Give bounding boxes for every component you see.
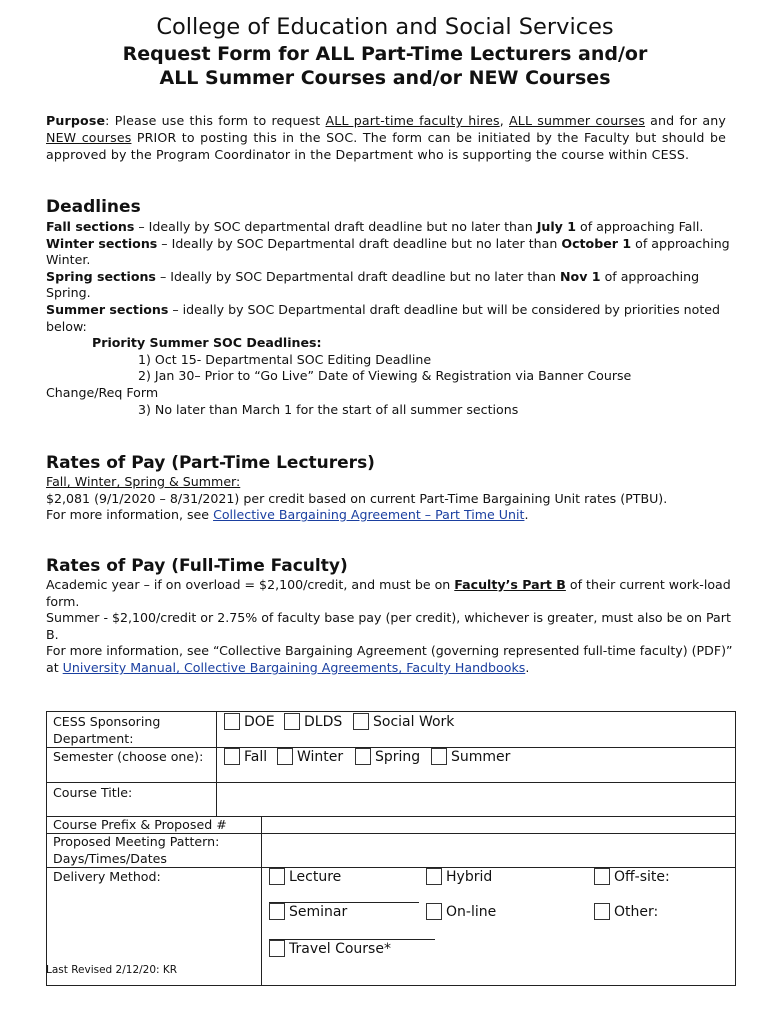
checkbox-social-work[interactable]	[353, 713, 369, 730]
acad-prefix: Academic year – if on overload = $2,100/credit, and must be on	[46, 577, 455, 592]
dept-option-doe[interactable]	[224, 713, 275, 730]
option-label: On-line	[446, 903, 497, 920]
option-label: Hybrid	[446, 868, 493, 885]
semester-label: Semester (choose one):	[53, 749, 204, 764]
delivery-option-lecture[interactable]	[269, 868, 341, 885]
checkbox-other[interactable]	[594, 903, 610, 920]
priority-item-3: 3) No later than March 1 for the start of all summer sections	[138, 401, 519, 417]
purpose-link-new: NEW courses	[46, 130, 132, 145]
course-title-input[interactable]	[218, 784, 733, 815]
delivery-option-online[interactable]	[426, 903, 496, 920]
delivery-option-seminar[interactable]	[269, 903, 347, 920]
semester-option-winter[interactable]	[277, 748, 343, 765]
semester-option-fall[interactable]	[224, 748, 267, 765]
row-divider	[47, 782, 735, 783]
delivery-option-other[interactable]	[594, 903, 658, 920]
winter-date: October 1	[561, 235, 632, 251]
dept-option-social-work[interactable]	[353, 713, 454, 730]
rates-pt-block	[46, 474, 736, 524]
checkbox-fall[interactable]	[224, 748, 240, 765]
university-manual-link[interactable]: University Manual, Collective Bargaining Agreements, Faculty Handbooks	[62, 659, 526, 675]
priority-item-2-cont: Change/Req Form	[46, 384, 159, 400]
delivery-option-off-site[interactable]	[594, 868, 670, 885]
semester-option-spring[interactable]	[355, 748, 420, 765]
course-request-table	[46, 711, 736, 986]
option-label: Spring	[375, 748, 421, 765]
option-label: Off-site:	[614, 868, 670, 885]
rates-ft-more	[46, 643, 736, 676]
rates-pt-more-prefix: For more information, see	[46, 507, 214, 523]
winter-tail: of approaching Winter.	[46, 235, 730, 268]
rates-ft-more-prefix: For more information, see “Collective Bargaining Agreement (governing represented full-time faculty) (PDF)” at	[46, 643, 733, 675]
deadline-summer	[46, 302, 736, 335]
purpose-text-2: and for any	[645, 113, 726, 128]
summer-text: – ideally by SOC Departmental draft deadline but will be considered by priorities noted below:	[46, 301, 721, 334]
dept-option-dlds[interactable]	[284, 713, 342, 730]
course-prefix-label: Course Prefix & Proposed #	[53, 817, 227, 832]
rates-pt-more-suffix: .	[524, 507, 529, 523]
rates-pt-rate: $2,081 (9/1/2020 – 8/31/2021) per credit based on current Part-Time Bargaining Unit rates (PTBU).	[46, 490, 668, 506]
form-title-line-2: ALL Summer Courses and/or NEW Courses	[159, 67, 611, 89]
meeting-pattern-label: Proposed Meeting Pattern: Days/Times/Dates	[53, 834, 220, 866]
priority-heading: Priority Summer SOC Deadlines:	[92, 335, 322, 351]
delivery-method-label: Delivery Method:	[53, 869, 161, 884]
summer-label: Summer sections	[46, 301, 169, 317]
checkbox-hybrid[interactable]	[426, 868, 442, 885]
deadlines-heading: Deadlines	[46, 197, 141, 217]
checkbox-spring[interactable]	[355, 748, 371, 765]
option-label: DOE	[244, 713, 275, 730]
option-label: Travel Course*	[289, 940, 391, 957]
rates-pt-heading: Rates of Pay (Part-Time Lecturers)	[46, 453, 375, 473]
purpose-paragraph	[46, 112, 726, 163]
footer-revised: Last Revised 2/12/20: KR	[46, 964, 178, 976]
priority-item-2: 2) Jan 30– Prior to “Go Live” Date of Viewing & Registration via Banner Course	[138, 368, 632, 384]
delivery-option-travel[interactable]	[269, 940, 391, 957]
winter-label: Winter sections	[46, 235, 158, 251]
winter-text: – Ideally by SOC Departmental draft deadline but no later than	[157, 235, 562, 251]
col-divider	[261, 816, 262, 986]
fall-text: – Ideally by SOC departmental draft deadline but no later than	[134, 219, 537, 234]
checkbox-online[interactable]	[426, 903, 442, 920]
deadline-spring	[46, 269, 736, 302]
checkbox-off-site[interactable]	[594, 868, 610, 885]
purpose-link-part-time: ALL part-time faculty hires	[325, 113, 500, 128]
spring-label: Spring sections	[46, 268, 156, 284]
purpose-text-3: PRIOR to posting this in the SOC. The form can be initiated by the Faculty but should be approved by the Program Coordinator in the Department who is supporting the course within CESS.	[46, 130, 726, 162]
purpose-label: Purpose	[46, 113, 106, 128]
course-prefix-input[interactable]	[263, 817, 733, 832]
priority-item-1: 1) Oct 15- Departmental SOC Editing Deadline	[138, 351, 432, 367]
checkbox-winter[interactable]	[277, 748, 293, 765]
checkbox-travel-course[interactable]	[269, 940, 285, 957]
rates-ft-more-suffix: .	[525, 659, 530, 675]
deadline-winter	[46, 236, 736, 269]
acad-suffix: of their current work-load form.	[46, 577, 731, 609]
checkbox-doe[interactable]	[224, 713, 240, 730]
purpose-link-summer: ALL summer courses	[509, 113, 646, 128]
option-label: Lecture	[289, 868, 342, 885]
checkbox-dlds[interactable]	[284, 713, 300, 730]
delivery-option-hybrid[interactable]	[426, 868, 492, 885]
cba-part-time-link[interactable]: Collective Bargaining Agreement – Part Time Unit	[213, 507, 525, 523]
spring-date: Nov 1	[560, 268, 601, 284]
meeting-pattern-input[interactable]	[263, 834, 733, 866]
fall-label: Fall sections	[46, 219, 135, 234]
deadline-fall	[46, 219, 736, 236]
fall-date: July 1	[536, 219, 577, 234]
course-title-label: Course Title:	[53, 785, 133, 800]
page-title: College of Education and Social Services	[156, 14, 614, 40]
purpose-text-1: : Please use this form to request	[105, 113, 326, 128]
rates-pt-more	[46, 507, 736, 524]
rates-ft-block	[46, 577, 736, 677]
option-label: Winter	[297, 748, 344, 765]
option-label: Fall	[244, 748, 268, 765]
option-label: Summer	[451, 748, 511, 765]
acad-part-b: Faculty’s Part B	[454, 577, 566, 592]
fall-tail: of approaching Fall.	[576, 219, 704, 234]
option-label: DLDS	[304, 713, 343, 730]
checkbox-summer[interactable]	[431, 748, 447, 765]
rates-pt-terms: Fall, Winter, Spring & Summer:	[46, 474, 241, 489]
dept-label: CESS Sponsoring Department:	[53, 714, 161, 746]
rates-ft-academic	[46, 577, 736, 610]
checkbox-seminar[interactable]	[269, 903, 285, 920]
rates-ft-summer: Summer - $2,100/credit or 2.75% of faculty base pay (per credit), whichever is greater, must also be on Part B.	[46, 610, 731, 642]
rates-ft-heading: Rates of Pay (Full-Time Faculty)	[46, 556, 348, 576]
form-title-line-1: Request Form for ALL Part-Time Lecturers and/or	[122, 43, 648, 65]
spring-tail: of approaching Spring.	[46, 268, 700, 301]
option-label: Seminar	[289, 903, 348, 920]
spring-text: – Ideally by SOC Departmental draft deadline but no later than	[155, 268, 560, 284]
purpose-sep: ,	[499, 113, 510, 128]
option-label: Social Work	[373, 713, 455, 730]
deadlines-block	[46, 219, 736, 418]
col-divider	[216, 712, 217, 816]
semester-option-summer[interactable]	[431, 748, 510, 765]
option-label: Other:	[614, 903, 659, 920]
checkbox-lecture[interactable]	[269, 868, 285, 885]
